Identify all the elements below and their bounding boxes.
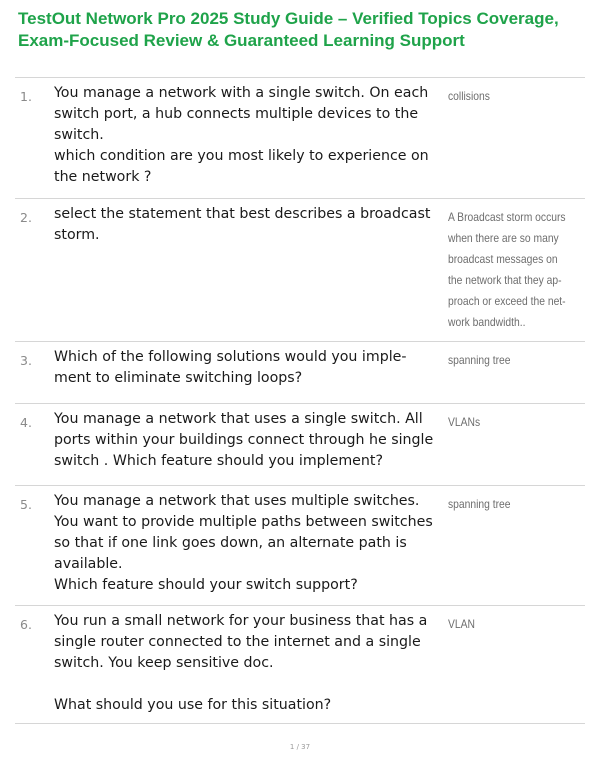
- question-text: You manage a network that uses a single switch. All ports within your buildings connect through he single switch . Which feature should you implement?: [54, 411, 434, 469]
- answer-text: spanning tree: [448, 353, 511, 367]
- item-number: 4.: [20, 415, 32, 430]
- item-number: 6.: [20, 617, 32, 632]
- qa-item: [15, 78, 585, 199]
- qa-item: [15, 342, 585, 404]
- question-text: Which of the following solutions would you imple- ment to eliminate switching loops?: [54, 349, 407, 386]
- answer-text: spanning tree: [448, 497, 511, 511]
- qa-item: [15, 404, 585, 486]
- item-number: 1.: [20, 89, 32, 104]
- qa-item: [15, 199, 585, 342]
- answer-text: A Broadcast storm occurs when there are so many broadcast messages on the network that they ap- proach or exceed the net- work bandwidth..: [448, 210, 566, 329]
- item-number: 2.: [20, 210, 32, 225]
- qa-list: [15, 77, 585, 724]
- document-title: TestOut Network Pro 2025 Study Guide – Verified Topics Coverage, Exam-Focused Review & Guaranteed Learning Support: [18, 9, 559, 50]
- question-text: You run a small network for your business that has a single router connected to the internet and a single switch. You keep sensitive doc. What should you use for this situation?: [54, 613, 428, 713]
- item-number: 5.: [20, 497, 32, 512]
- question-text: You manage a network that uses multiple switches. You want to provide multiple paths between switches so that if one link goes down, an alternate path is available. Which feature should your switch support?: [54, 493, 433, 593]
- question-text: You manage a network with a single switch. On each switch port, a hub connects multiple devices to the switch. which condition are you most likely to experience on the network ?: [54, 85, 429, 185]
- qa-item: [15, 486, 585, 606]
- page-number: 1 / 37: [289, 743, 311, 751]
- question-text: select the statement that best describes a broadcast storm.: [54, 206, 431, 243]
- answer-text: VLANs: [448, 415, 481, 429]
- answer-text: VLAN: [448, 617, 475, 631]
- answer-text: collisions: [448, 89, 490, 103]
- qa-item: [15, 606, 585, 724]
- item-number: 3.: [20, 353, 32, 368]
